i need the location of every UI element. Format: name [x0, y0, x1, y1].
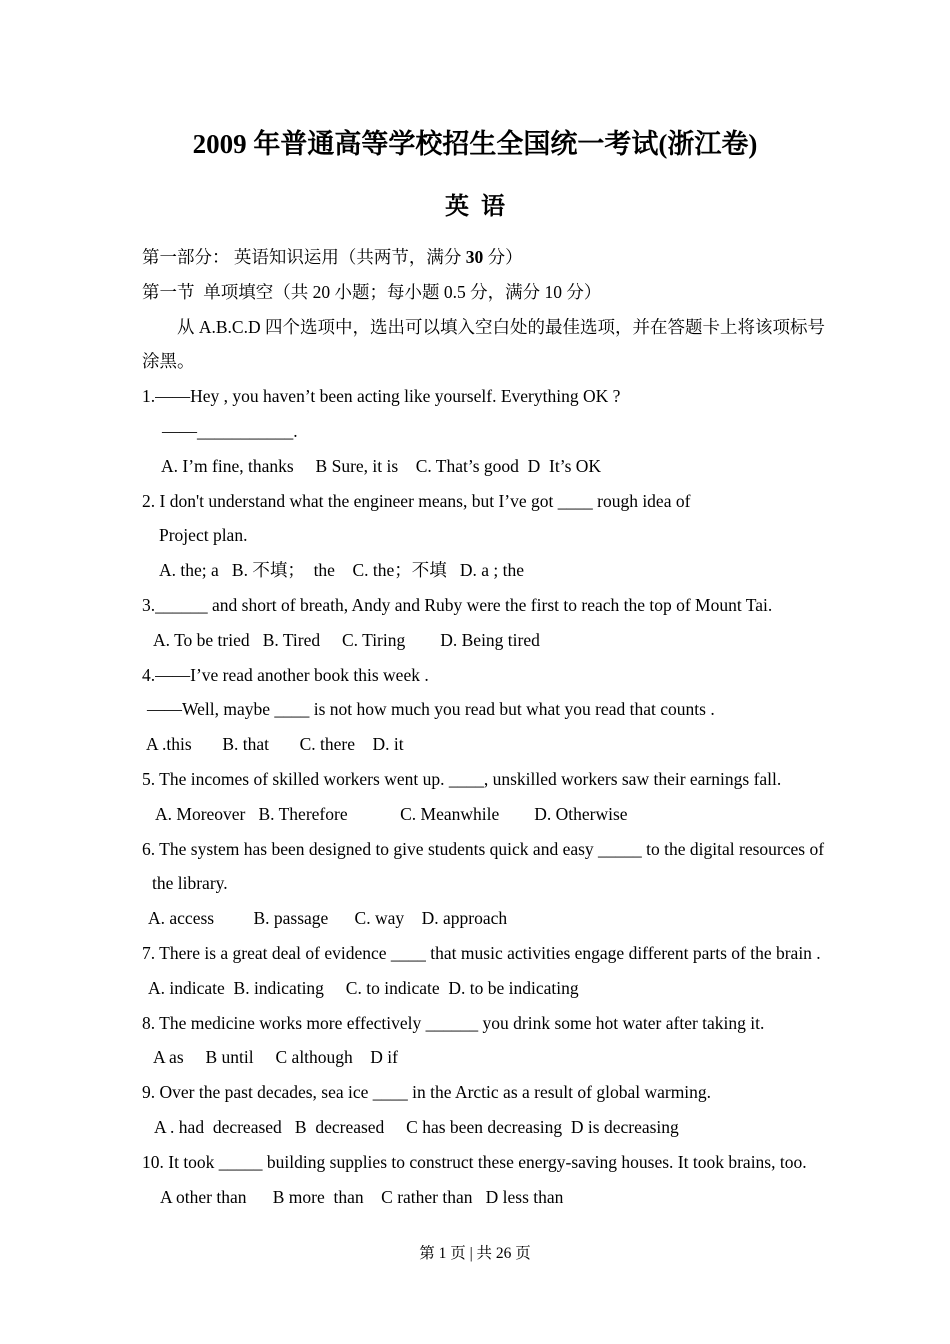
question-6-options: A. access B. passage C. way D. approach	[148, 908, 508, 929]
question-2-stem: 2. I don't understand what the engineer means, but I’ve got ____ rough idea of	[142, 490, 691, 511]
section-heading	[142, 240, 852, 275]
question-2-continuation: Project plan.	[159, 525, 248, 546]
question-7-options: A. indicate B. indicating C. to indicate D. to be indicating	[148, 977, 579, 998]
question-5-options: A. Moreover B. Therefore C. Meanwhile D. Otherwise	[155, 803, 628, 824]
question-8-options: A as B until C although D if	[153, 1047, 398, 1068]
section-heading-text: 第一部分： 英语知识运用（共两节，满分	[142, 247, 466, 267]
question-3-stem: 3.______ and short of breath, Andy and Ruby were the first to reach the top of Mount Tai.	[142, 594, 773, 615]
question-1-options: A. I’m fine, thanks B Sure, it is C. That’s good D It’s OK	[161, 455, 602, 476]
subsection-heading: 第一节 单项填空（共 20 小题；每小题 0.5 分，满分 10 分）	[142, 281, 602, 302]
question-5-stem: 5. The incomes of skilled workers went up. ____, unskilled workers saw their earnings fall.	[142, 768, 782, 789]
question-6-stem: 6. The system has been designed to give students quick and easy _____ to the digital resources of	[142, 838, 825, 859]
question-3-options: A. To be tried B. Tired C. Tiring D. Being tired	[153, 629, 540, 650]
page-number: 第 1 页 | 共 26 页	[419, 1245, 531, 1262]
subject-title: 英 语	[445, 194, 505, 220]
section-heading-score: 30	[465, 247, 484, 267]
page-footer	[0, 1241, 950, 1263]
question-6-continuation: the library.	[152, 873, 228, 894]
questions-list	[142, 379, 852, 1214]
question-4-options: A .this B. that C. there D. it	[146, 734, 404, 755]
question-4-continuation: ——Well, maybe ____ is not how much you read but what you read that counts .	[147, 699, 715, 720]
question-1-stem: 1.——Hey , you haven’t been acting like yourself. Everything OK ?	[142, 386, 621, 407]
question-2-options: A. the; a B. 不填； the C. the；不填 D. a ; the	[159, 560, 525, 581]
section-heading-suffix: 分）	[483, 247, 523, 267]
instruction-line-2: 涂黑。	[142, 351, 195, 372]
question-9-options: A . had decreased B decreased C has been decreasing D is decreasing	[154, 1116, 679, 1137]
question-4-stem: 4.——I’ve read another book this week .	[142, 664, 429, 685]
exam-content	[142, 240, 852, 1214]
question-8-stem: 8. The medicine works more effectively ______ you drink some hot water after taking it.	[142, 1012, 765, 1033]
page-title: 2009 年普通高等学校招生全国统一考试(浙江卷)	[192, 129, 758, 159]
question-1-continuation: ——___________.	[162, 420, 298, 441]
question-9-stem: 9. Over the past decades, sea ice ____ in the Arctic as a result of global warming.	[142, 1082, 712, 1103]
question-10-options: A other than B more than C rather than D less than	[160, 1186, 564, 1207]
instruction-line-1: 从 A.B.C.D 四个选项中，选出可以填入空白处的最佳选项，并在答题卡上将该项标号	[177, 316, 825, 337]
question-7-stem: 7. There is a great deal of evidence ____ that music activities engage different parts of the brain .	[142, 942, 821, 963]
question-10-stem: 10. It took _____ building supplies to construct these energy-saving houses. It took brains, too.	[142, 1151, 807, 1172]
